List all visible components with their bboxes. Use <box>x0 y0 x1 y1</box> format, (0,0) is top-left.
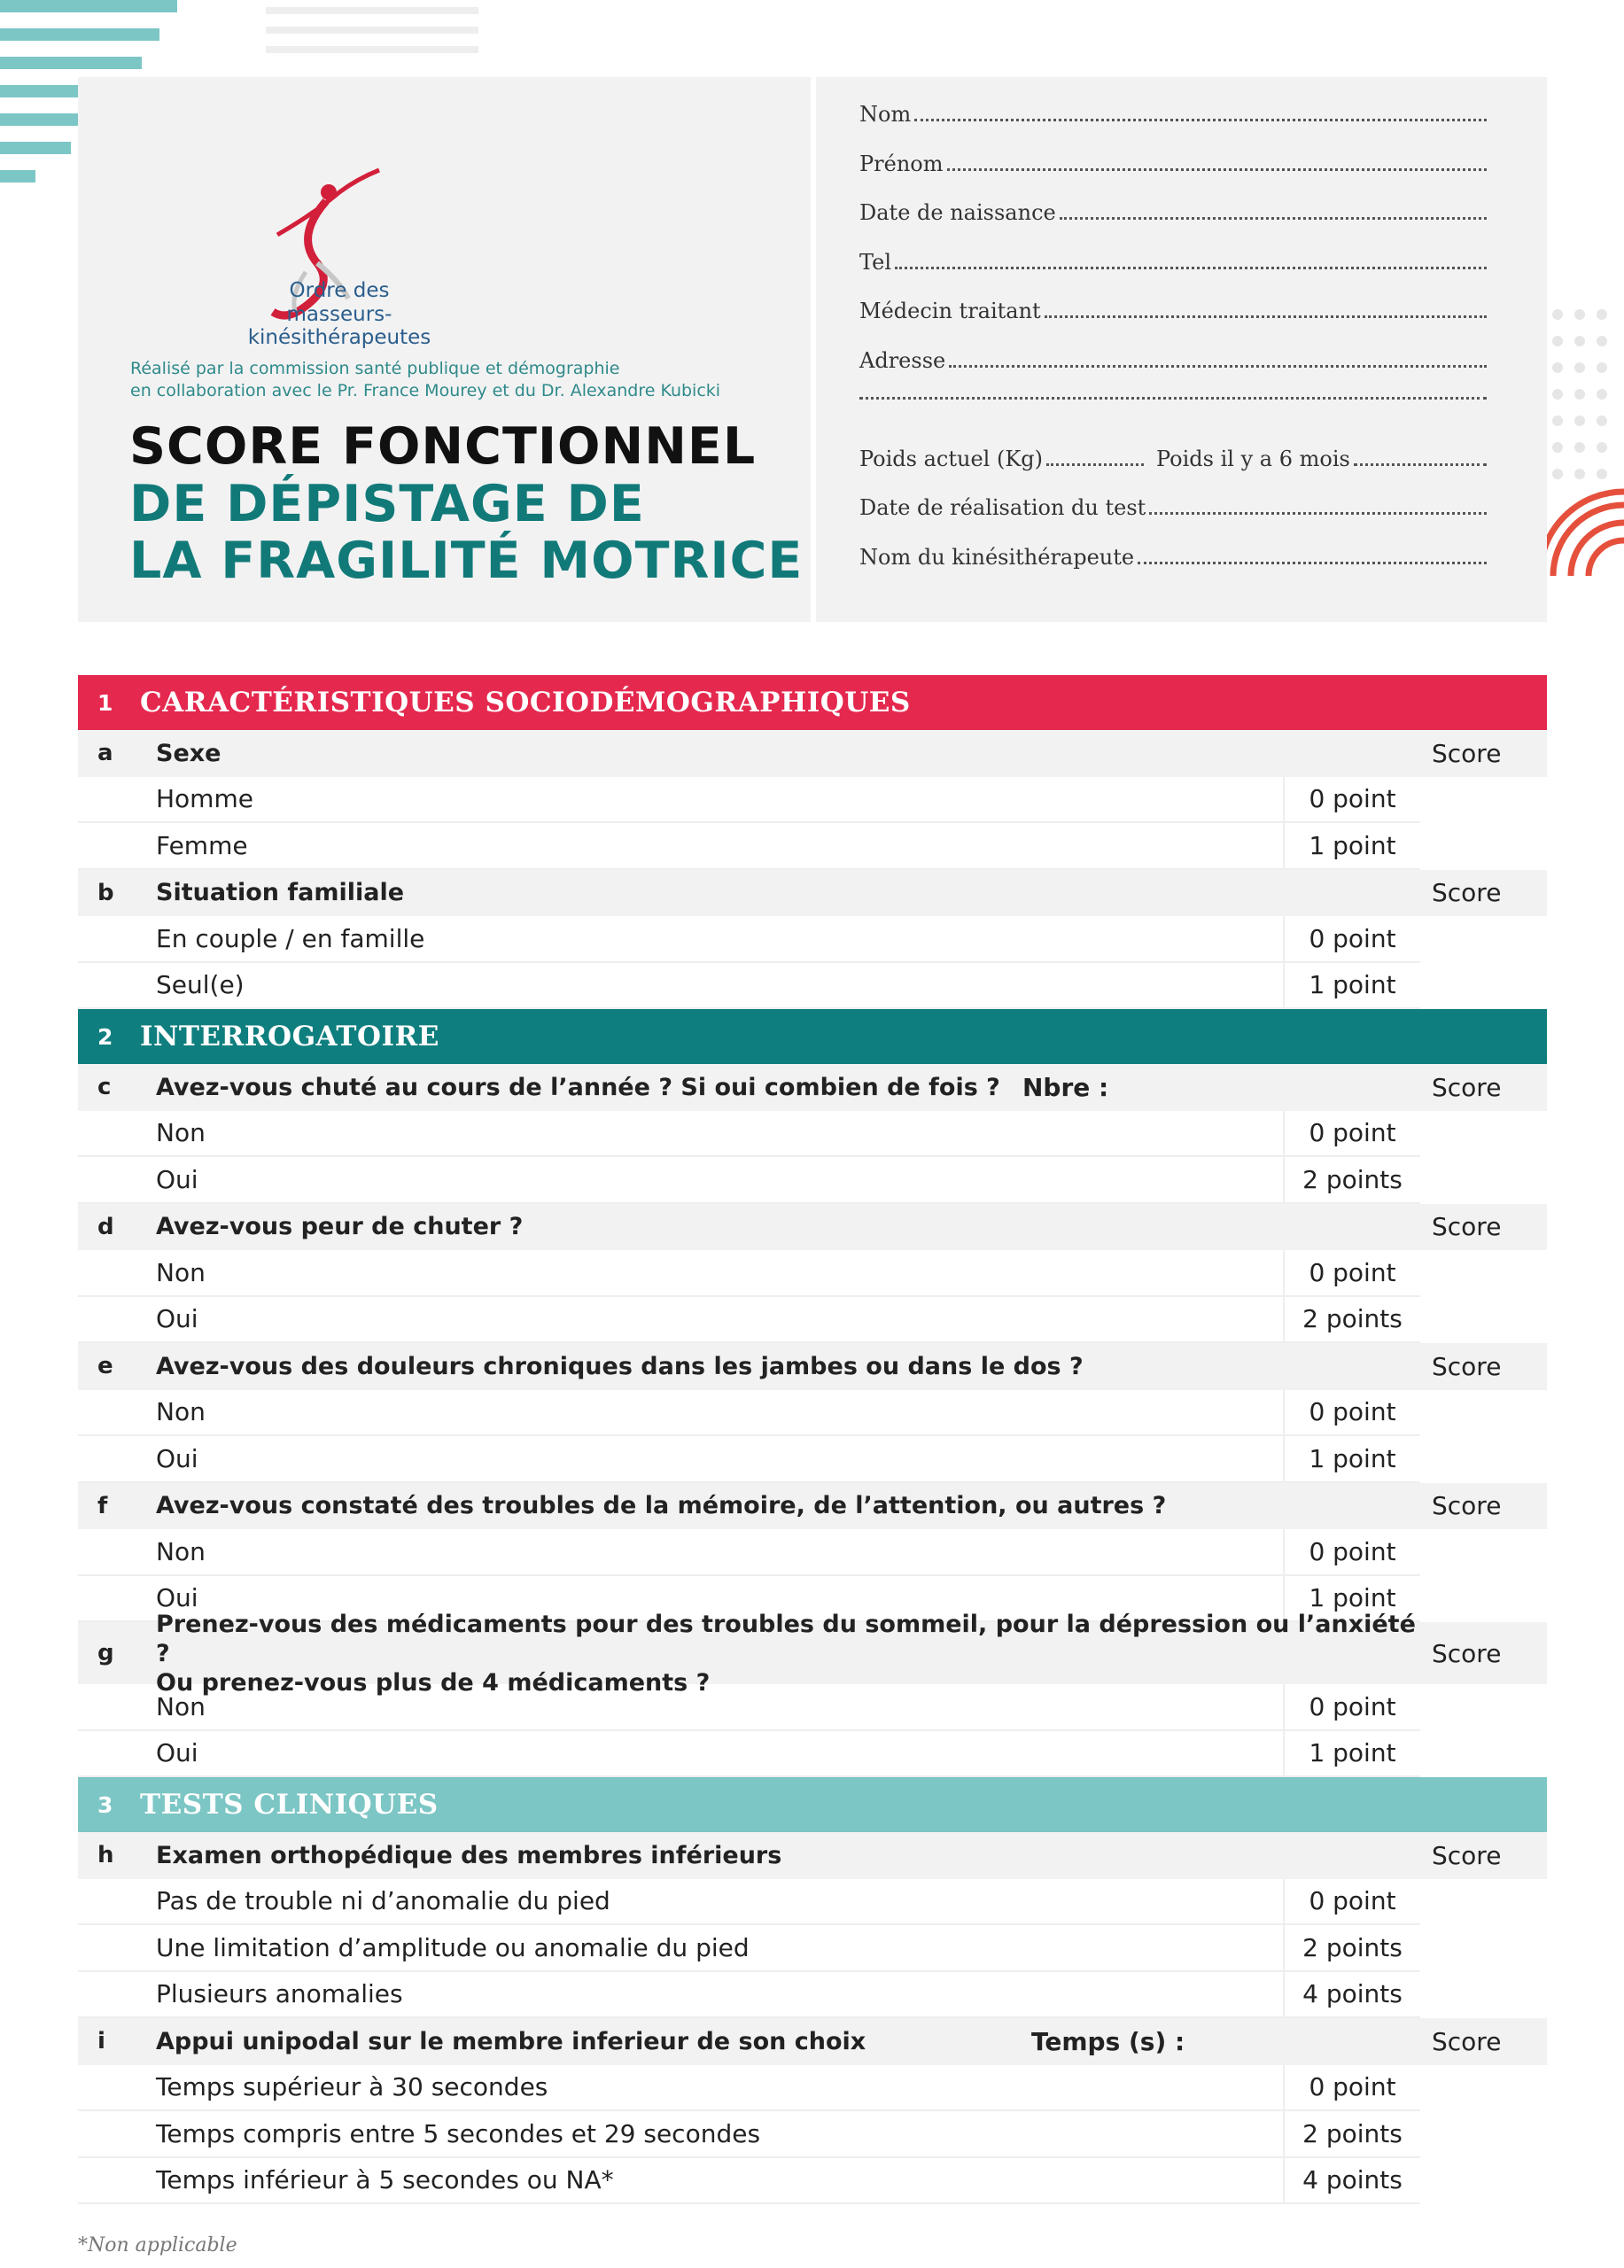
option-points: 4 points <box>1283 1972 1420 2019</box>
dotted-line <box>895 267 1487 269</box>
option-row[interactable] <box>78 2065 1547 2112</box>
score-label: Score <box>1432 1491 1502 1521</box>
option-label: Oui <box>78 1576 1283 1623</box>
option-label: Non <box>78 1250 1283 1297</box>
question-text: Avez-vous des douleurs chroniques dans les jambes ou dans le dos ? <box>156 1352 1084 1380</box>
field-label: Médecin traitant <box>859 299 1041 323</box>
option-label: Temps supérieur à 30 secondes <box>78 2065 1283 2112</box>
option-row[interactable] <box>78 1436 1547 1483</box>
question-letter: f <box>97 1492 108 1519</box>
question-text <box>156 1610 1432 1697</box>
question-letter: a <box>97 740 113 767</box>
option-points: 4 points <box>1283 2158 1420 2205</box>
question-text: Avez-vous peur de chuter ? <box>156 1213 524 1241</box>
option-points: 1 point <box>1283 1731 1420 1778</box>
option-label: Oui <box>78 1157 1283 1204</box>
dotted-line <box>1149 512 1487 515</box>
field-medecin[interactable] <box>859 299 1487 348</box>
field-label: Date de naissance <box>859 200 1056 225</box>
section-title: INTERROGATOIRE <box>140 1021 439 1052</box>
credit-line2: en collaboration avec le Pr. France Mourey et du Dr. Alexandre Kubicki <box>130 381 721 400</box>
option-points: 0 point <box>1283 1390 1420 1437</box>
question-input-label[interactable]: Temps (s) : <box>1031 2026 1185 2056</box>
option-row[interactable] <box>78 916 1547 963</box>
section-title: CARACTÉRISTIQUES SOCIODÉMOGRAPHIQUES <box>140 687 911 718</box>
option-points: 0 point <box>1283 1111 1420 1158</box>
question-text: Sexe <box>156 739 221 767</box>
option-points: 2 points <box>1283 1925 1420 1972</box>
option-label: Non <box>78 1111 1283 1158</box>
dotted-line <box>947 168 1488 171</box>
question-text: Avez-vous chuté au cours de l’année ? Si oui combien de fois ? <box>156 1073 1000 1101</box>
field-nom-kine[interactable] <box>859 545 1487 594</box>
option-label: Non <box>78 1684 1283 1731</box>
field-label: Prénom <box>859 151 944 176</box>
field-poids[interactable] <box>859 447 1487 496</box>
option-row[interactable] <box>78 1297 1547 1344</box>
question-letter: g <box>97 1640 114 1666</box>
footnote: *Non applicable <box>78 2234 237 2256</box>
question-text: Avez-vous constaté des troubles de la mémoire, de l’attention, ou autres ? <box>156 1492 1167 1520</box>
option-points: 1 point <box>1283 1436 1420 1483</box>
org-name-line1: Ordre des <box>289 279 390 302</box>
dotted-line <box>859 397 1487 400</box>
section-number: 3 <box>97 1791 113 1818</box>
option-row[interactable] <box>78 2111 1547 2158</box>
option-points: 0 point <box>1283 2065 1420 2112</box>
decorative-dot-grid <box>1544 301 1624 496</box>
option-points: 2 points <box>1283 1297 1420 1344</box>
question-letter: c <box>97 1074 112 1101</box>
option-row[interactable] <box>78 777 1547 824</box>
section-header-1 <box>78 675 1547 730</box>
section-header-3 <box>78 1777 1547 1832</box>
option-points: 2 points <box>1283 2111 1420 2158</box>
question-letter: e <box>97 1353 113 1380</box>
option-row[interactable] <box>78 963 1547 1010</box>
header-panel <box>78 77 1547 622</box>
section-header-2 <box>78 1009 1547 1064</box>
field-label: Tel <box>859 249 892 275</box>
score-label: Score <box>1432 738 1502 768</box>
option-points: 0 point <box>1283 1250 1420 1297</box>
field-adresse[interactable] <box>859 348 1487 398</box>
option-row[interactable] <box>78 1111 1547 1158</box>
score-table <box>78 675 1547 2204</box>
section-number: 1 <box>97 689 113 716</box>
option-label: Homme <box>78 777 1283 824</box>
field-date-test[interactable] <box>859 495 1487 545</box>
question-row-d <box>78 1204 1547 1251</box>
option-row[interactable] <box>78 1157 1547 1204</box>
question-row-a <box>78 730 1547 777</box>
option-row[interactable] <box>78 1529 1547 1576</box>
option-points: 1 point <box>1283 823 1420 870</box>
field-tel[interactable] <box>859 250 1487 299</box>
question-row-b <box>78 870 1547 917</box>
question-row-i <box>78 2018 1547 2065</box>
question-letter: h <box>97 1842 114 1869</box>
option-points: 0 point <box>1283 1684 1420 1731</box>
option-points: 0 point <box>1283 916 1420 963</box>
score-label: Score <box>1432 1638 1502 1668</box>
decorative-red-arcs <box>1540 487 1624 629</box>
option-label: Une limitation d’amplitude ou anomalie du pied <box>78 1925 1283 1972</box>
org-name-line2: masseurs-kinésithérapeutes <box>247 303 431 349</box>
score-label: Score <box>1432 2026 1502 2056</box>
score-label: Score <box>1432 1351 1502 1381</box>
field-date-naissance[interactable] <box>859 200 1487 250</box>
question-text: Appui unipodal sur le membre inferieur de son choix <box>156 2027 866 2055</box>
question-row-e <box>78 1343 1547 1390</box>
option-label: Plusieurs anomalies <box>78 1972 1283 2019</box>
field-label: Nom <box>859 102 912 127</box>
question-text: Examen orthopédique des membres inférieurs <box>156 1841 782 1869</box>
option-label: Pas de trouble ni d’anomalie du pied <box>78 1879 1283 1926</box>
field-prenom[interactable] <box>859 151 1487 201</box>
option-points: 1 point <box>1283 1576 1420 1623</box>
field-label: Poids actuel (Kg) <box>859 446 1043 471</box>
option-label: Temps inférieur à 5 secondes ou NA* <box>78 2158 1283 2205</box>
option-points: 1 point <box>1283 963 1420 1010</box>
header-divider <box>811 77 816 622</box>
field-nom[interactable] <box>859 102 1487 151</box>
question-letter: b <box>97 879 114 906</box>
question-row-c <box>78 1064 1547 1111</box>
option-label: Non <box>78 1390 1283 1437</box>
option-row[interactable] <box>78 1925 1547 1972</box>
option-row[interactable] <box>78 823 1547 870</box>
option-points: 2 points <box>1283 1157 1420 1204</box>
option-label: Femme <box>78 823 1283 870</box>
field-adresse-line2[interactable] <box>859 397 1487 447</box>
option-row[interactable] <box>78 1879 1547 1926</box>
option-points: 0 point <box>1283 777 1420 824</box>
question-text: Situation familiale <box>156 879 405 907</box>
question-row-g <box>78 1610 1547 1697</box>
score-label: Score <box>1432 1840 1502 1870</box>
dotted-line <box>1060 217 1487 220</box>
question-text-line2: Ou prenez-vous plus de 4 médicaments ? <box>156 1668 711 1697</box>
option-points: 0 point <box>1283 1879 1420 1926</box>
option-label: Non <box>78 1529 1283 1576</box>
option-row[interactable] <box>78 1731 1547 1778</box>
score-label: Score <box>1432 1212 1502 1242</box>
patient-form <box>859 102 1487 594</box>
section-number: 2 <box>97 1023 113 1050</box>
credit-line1: Réalisé par la commission santé publique et démographie <box>130 359 620 378</box>
dotted-line <box>914 119 1487 121</box>
field-label: Adresse <box>859 347 946 373</box>
title-line3: LA FRAGILITÉ MOTRICE <box>129 532 804 590</box>
field-label: Poids il y a 6 mois <box>1156 446 1350 471</box>
option-row[interactable] <box>78 1972 1547 2019</box>
decorative-faint-stripes <box>266 0 478 71</box>
score-label: Score <box>1432 878 1502 908</box>
dotted-line <box>1354 463 1487 466</box>
field-label: Nom du kinésithérapeute <box>859 544 1135 570</box>
option-label: En couple / en famille <box>78 916 1283 963</box>
title-line1: SCORE FONCTIONNEL <box>129 417 757 476</box>
option-row[interactable] <box>78 1390 1547 1437</box>
question-letter: d <box>97 1213 114 1240</box>
dotted-line <box>949 365 1487 368</box>
question-letter: i <box>97 2028 105 2055</box>
option-points: 0 point <box>1283 1529 1420 1576</box>
question-text-line1: Prenez-vous des médicaments pour des troubles du sommeil, pour la dépression ou l’anxiété ? <box>156 1610 1416 1667</box>
question-input-label[interactable]: Nbre : <box>1022 1072 1109 1102</box>
title-line2: DE DÉPISTAGE DE <box>129 475 645 533</box>
option-label: Temps compris entre 5 secondes et 29 secondes <box>78 2111 1283 2158</box>
question-row-f <box>78 1483 1547 1530</box>
score-label: Score <box>1432 1072 1502 1102</box>
dotted-line <box>1138 562 1487 564</box>
option-label: Oui <box>78 1297 1283 1344</box>
dotted-line <box>1046 463 1144 466</box>
question-row-h <box>78 1832 1547 1879</box>
option-row[interactable] <box>78 1250 1547 1297</box>
field-label: Date de réalisation du test <box>859 495 1146 520</box>
option-label: Oui <box>78 1731 1283 1778</box>
option-row[interactable] <box>78 2158 1547 2205</box>
option-label: Oui <box>78 1436 1283 1483</box>
option-label: Seul(e) <box>78 963 1283 1010</box>
dotted-line <box>1045 315 1487 318</box>
section-title: TESTS CLINIQUES <box>140 1789 439 1821</box>
